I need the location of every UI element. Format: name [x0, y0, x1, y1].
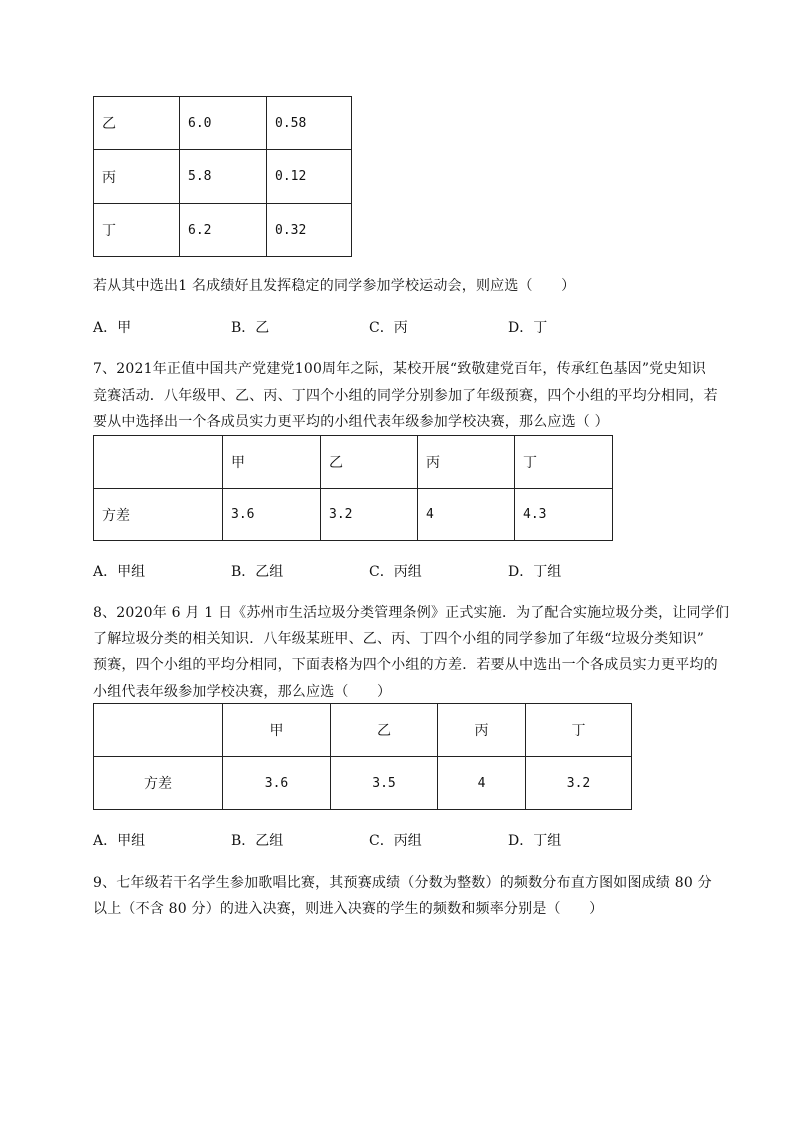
table-row — [94, 757, 632, 810]
table-cell: 4.3 — [515, 489, 613, 541]
table-cell: 3.5 — [331, 757, 438, 810]
q6-option-a[interactable]: A．甲 — [93, 320, 132, 336]
table-header-cell: 丙 — [438, 704, 526, 757]
table-header-cell: 甲 — [223, 704, 331, 757]
row-label: 方差 — [94, 489, 223, 541]
table-header-row — [94, 704, 632, 757]
q9-stem-line: 9、七年级若干名学生参加歌唱比赛，其预赛成绩（分数为整数）的频数分布直方图如图成绩 80 分 — [93, 875, 712, 891]
q8-stem-line: 预赛，四个小组的平均分相同，下面表格为四个小组的方差．若要从中选出一个各成员实力更平均的 — [93, 657, 718, 673]
table-cell: 丙 — [94, 150, 180, 204]
table-cell: 6.0 — [180, 97, 267, 150]
table-row — [94, 97, 352, 150]
table-row — [94, 150, 352, 204]
table-cell — [94, 436, 223, 489]
table-header-cell: 丁 — [515, 436, 613, 489]
q8-stem-line: 小组代表年级参加学校决赛，那么应选（ ） — [93, 684, 392, 700]
table-cell: 3.6 — [223, 757, 331, 810]
q7-stem-line: 7、2021年正值中国共产党建党100周年之际，某校开展“致敬建党百年，传承红色基因”党史知识 — [93, 361, 706, 377]
table-cell: 5.8 — [180, 150, 267, 204]
q8-option-d[interactable]: D．丁组 — [508, 833, 562, 849]
q8-stem-line: 8、2020年 6 月 1 日《苏州市生活垃圾分类管理条例》正式实施．为了配合实施垃圾分类，让同学们 — [93, 605, 730, 621]
q8-stem-line: 了解垃圾分类的相关知识．八年级某班甲、乙、丙、丁四个小组的同学参加了年级“垃圾分类知识” — [93, 631, 705, 647]
q7-stem-line: 竞赛活动．八年级甲、乙、丙、丁四个小组的同学分别参加了年级预赛，四个小组的平均分相同，若 — [93, 388, 718, 404]
variance-table-q7 — [93, 435, 613, 541]
table-header-cell: 丙 — [418, 436, 515, 489]
q9-stem-line: 以上（不含 80 分）的进入决赛，则进入决赛的学生的频数和频率分别是（ ） — [93, 901, 604, 917]
table-header-cell: 丁 — [526, 704, 632, 757]
table-cell: 丁 — [94, 204, 180, 257]
table-cell: 3.6 — [223, 489, 321, 541]
table-header-cell: 乙 — [321, 436, 418, 489]
table-cell: 3.2 — [321, 489, 418, 541]
row-label: 方差 — [94, 757, 223, 810]
table-row — [94, 204, 352, 257]
table-cell: 4 — [438, 757, 526, 810]
q8-option-a[interactable]: A．甲组 — [93, 833, 146, 849]
table-cell: 6.2 — [180, 204, 267, 257]
table-header-cell: 乙 — [331, 704, 438, 757]
q6-option-c[interactable]: C．丙 — [369, 320, 408, 336]
q6-stem: 若从其中选出1 名成绩好且发挥稳定的同学参加学校运动会，则应选（ ） — [93, 278, 576, 294]
table-cell: 0.32 — [267, 204, 352, 257]
table-cell — [94, 704, 223, 757]
table-cell: 4 — [418, 489, 515, 541]
table-header-row — [94, 436, 613, 489]
table-cell: 0.12 — [267, 150, 352, 204]
q8-option-b[interactable]: B．乙组 — [231, 833, 284, 849]
table-cell: 乙 — [94, 97, 180, 150]
table-cell: 0.58 — [267, 97, 352, 150]
table-header-cell: 甲 — [223, 436, 321, 489]
variance-table-q6 — [93, 96, 352, 257]
q7-option-c[interactable]: C．丙组 — [369, 564, 422, 580]
q6-option-b[interactable]: B．乙 — [231, 320, 270, 336]
table-cell: 3.2 — [526, 757, 632, 810]
table-row — [94, 489, 613, 541]
q7-stem-line: 要从中选择出一个各成员实力更平均的小组代表年级参加学校决赛，那么应选（ ） — [93, 414, 609, 430]
q7-option-d[interactable]: D．丁组 — [508, 564, 562, 580]
q7-option-a[interactable]: A．甲组 — [93, 564, 146, 580]
variance-table-q8 — [93, 703, 632, 810]
q7-option-b[interactable]: B．乙组 — [231, 564, 284, 580]
q8-option-c[interactable]: C．丙组 — [369, 833, 422, 849]
q6-option-d[interactable]: D．丁 — [508, 320, 548, 336]
